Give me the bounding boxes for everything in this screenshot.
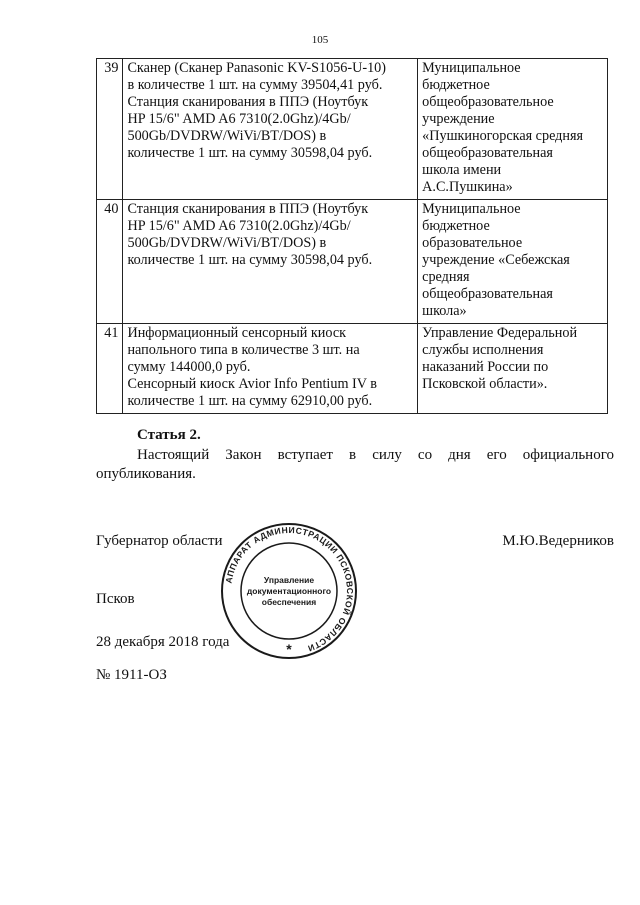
article-body	[96, 446, 614, 484]
description-line: 500Gb/DVDRW/WiVi/BT/DOS) в	[127, 128, 327, 144]
svg-text:*: *	[286, 641, 292, 657]
item-description	[123, 324, 418, 414]
law-number: № 1911-ОЗ	[96, 667, 167, 683]
organization-line: общеобразовательное	[422, 94, 554, 110]
organization-line: учреждение «Себежская	[422, 252, 570, 268]
organization-line: бюджетное	[422, 218, 490, 234]
organization-line: образовательное	[422, 235, 523, 251]
description-line: Сенсорный киоск Avior Info Pentium IV в	[127, 376, 377, 392]
description-line: количестве 1 шт. на сумму 30598,04 руб.	[127, 145, 373, 161]
recipient-organization	[418, 59, 608, 200]
organization-line: наказаний России по	[422, 359, 549, 375]
organization-line: Муниципальное	[422, 201, 521, 217]
description-line: 500Gb/DVDRW/WiVi/BT/DOS) в	[127, 235, 327, 251]
signature-name: М.Ю.Ведерников	[502, 533, 614, 549]
organization-line: школа имени	[422, 162, 502, 178]
svg-text:Управление: Управление	[263, 575, 315, 585]
row-number: 40	[97, 200, 123, 324]
items-table	[96, 58, 608, 414]
official-seal-stamp	[219, 521, 359, 661]
recipient-organization	[418, 324, 608, 414]
organization-line: школа»	[422, 303, 467, 319]
row-number: 41	[97, 324, 123, 414]
description-line: Станция сканирования в ППЭ (Ноутбук	[127, 201, 369, 217]
item-description	[123, 59, 418, 200]
table-row	[97, 200, 608, 324]
article-title: Статья 2.	[137, 427, 201, 443]
table-row	[97, 324, 608, 414]
description-line: количестве 1 шт. на сумму 30598,04 руб.	[127, 252, 373, 268]
description-line: Сканер (Сканер Panasonic KV-S1056-U-10)	[127, 60, 386, 76]
organization-line: А.С.Пушкина»	[422, 179, 513, 195]
svg-text:обеспечения: обеспечения	[261, 597, 317, 607]
description-line: в количестве 1 шт. на сумму 39504,41 руб.	[127, 77, 383, 93]
description-line: напольного типа в количестве 3 шт. на	[127, 342, 360, 358]
city: Псков	[96, 591, 135, 607]
organization-line: бюджетное	[422, 77, 490, 93]
recipient-organization	[418, 200, 608, 324]
organization-line: Муниципальное	[422, 60, 521, 76]
article-text-line-2: опубликования.	[96, 466, 196, 482]
organization-line: «Пушкиногорская средняя	[422, 128, 584, 144]
organization-line: общеобразовательная	[422, 145, 553, 161]
description-line: количестве 1 шт. на сумму 62910,00 руб.	[127, 393, 373, 409]
table-row	[97, 59, 608, 200]
organization-line: общеобразовательная	[422, 286, 553, 302]
organization-line: учреждение	[422, 111, 495, 127]
description-line: Информационный сенсорный киоск	[127, 325, 347, 341]
svg-text:документационного: документационного	[246, 586, 332, 596]
article-text-line-1: Настоящий Закон вступает в силу со дня его официального	[137, 447, 614, 463]
description-line: HP 15/6" AMD A6 7310(2.0Ghz)/4Gb/	[127, 218, 351, 234]
organization-line: службы исполнения	[422, 342, 544, 358]
signature-title: Губернатор области	[96, 533, 223, 549]
page-number: 105	[311, 34, 329, 46]
svg-text:АППАРАТ АДМИНИСТРАЦИИ ПСКОВСКО: АППАРАТ АДМИНИСТРАЦИИ ПСКОВСКОЙ ОБЛАСТИ	[223, 524, 356, 654]
date: 28 декабря 2018 года	[96, 634, 230, 650]
description-line: сумму 144000,0 руб.	[127, 359, 251, 375]
description-line: HP 15/6" AMD A6 7310(2.0Ghz)/4Gb/	[127, 111, 351, 127]
item-description	[123, 200, 418, 324]
organization-line: Псковской области».	[422, 376, 548, 392]
organization-line: Управление Федеральной	[422, 325, 578, 341]
row-number: 39	[97, 59, 123, 200]
description-line: Станция сканирования в ППЭ (Ноутбук	[127, 94, 369, 110]
organization-line: средняя	[422, 269, 470, 285]
